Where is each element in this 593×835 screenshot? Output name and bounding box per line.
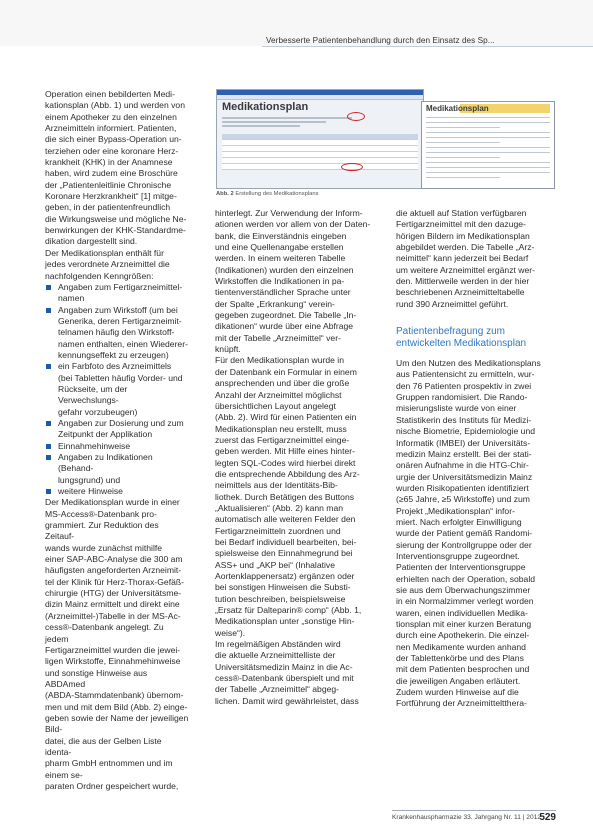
- screenshot-table: [222, 134, 418, 184]
- text-line: tution beschreiben, beispielsweise: [215, 593, 346, 604]
- text-line: Koronare Herzkrankheit“ [1] mitge-: [45, 191, 177, 202]
- text-line: die entsprechende Abbildung des Arz-: [215, 468, 360, 479]
- text-line: Medikationsplan unter „sonstige Hin-: [215, 616, 355, 627]
- text-line: Für den Medikationsplan wurde in: [215, 355, 344, 366]
- text-line: um weitere Arzneimittel ergänzt wer-: [396, 264, 535, 275]
- text-line: Operation einen bebilderten Medi-: [45, 89, 175, 99]
- text-line: Interventionsgruppe zugeordnet.: [396, 550, 520, 561]
- text-line: Um den Nutzen des Medikationsplans: [396, 358, 541, 369]
- text-line: Gruppen randomisiert. Die Rando-: [396, 392, 528, 403]
- text-line: knüpft.: [215, 344, 241, 355]
- text-line: beschriebenen Arzneimitteltabelle: [396, 287, 525, 298]
- text-line: tionsplan mit einer kurzen Beratung: [396, 619, 532, 629]
- footer-rule: [392, 810, 556, 811]
- text-line: der Tablettenkörbe und des Plans: [396, 653, 524, 664]
- text-line: (ABDA-Stammdatenbank) übernom-: [45, 690, 184, 701]
- text-line: paraten Ordner gespeichert wurde,: [45, 780, 179, 791]
- text-line: automatisch alle weiteren Felder den: [215, 514, 356, 525]
- text-line: Wirkstoffen die Indikationen in pa-: [215, 276, 345, 287]
- text-line: (≥65 Jahre, ≥5 Wirkstoffe) und zum: [396, 494, 530, 505]
- text-line: spielsweise den Einnahmegrund bei: [215, 548, 353, 559]
- screenshot-menubar: [217, 95, 423, 100]
- text-line: neimittel“ kann jederzeit bei Bedarf: [396, 253, 529, 264]
- text-line: pharm GmbH entnommen und im einem se-: [45, 758, 173, 780]
- text-line: und sonstige Hinweise aus ABDAmed: [45, 667, 148, 689]
- page-footer: [392, 810, 556, 824]
- text-line: medizin Mainz erstellt. Bei der stati-: [396, 448, 532, 459]
- text-line: Arzneimitteln informiert. Patienten,: [45, 123, 177, 134]
- text-line: Universitätsmedizin Mainz in die Ac-: [215, 661, 353, 672]
- text-line: einer SAP-ABC-Analyse die 300 am: [45, 554, 183, 565]
- text-line: werden. In einem weiteren Tabelle: [215, 253, 346, 264]
- text-line: (Indikationen) wurden den einzelnen: [215, 264, 354, 275]
- text-line: die sich einer Bypass-Operation un-: [45, 134, 182, 145]
- text-line: MS-Access®-Datenbank pro-: [45, 508, 157, 519]
- text-line: nachfolgenden Kenngrößen:: [45, 270, 154, 281]
- text-line: mit der Tabelle „Arzneimittel“ ver-: [215, 332, 341, 343]
- preview-content: [426, 117, 550, 182]
- text-line: ASS+ und „AKP bei“ (Inhalative: [215, 559, 335, 570]
- text-column-1: [45, 89, 189, 792]
- text-line: bei sonstigen Hinweisen die Substi-: [215, 582, 351, 593]
- text-line: den. Mittlerweile werden in der hier: [396, 276, 530, 287]
- header-rule: [262, 46, 593, 47]
- text-line: der Tabelle „Arzneimittel“ abgeg-: [215, 684, 340, 695]
- text-line: cess®-Datenbank überspielt und mit: [215, 673, 354, 684]
- text-line: der Spalte „Erkrankung“ verein-: [215, 298, 335, 309]
- text-line: grammiert. Zur Reduktion des Zeitauf-: [45, 520, 159, 542]
- list-item: Angaben zur Dosierung und zum Zeitpunkt der Applikation: [45, 418, 189, 441]
- running-header: [0, 0, 593, 56]
- text-line: ationen werden vor allem von der Daten-: [215, 219, 371, 230]
- text-line: die aktuelle Arzneimittelliste der: [215, 650, 336, 661]
- column-1-intro: [45, 89, 189, 282]
- list-item: Angaben zum Fertigarzneimittel- namen: [45, 282, 189, 305]
- text-line: abgebildet werden. Die Tabelle „Arz-: [396, 242, 535, 253]
- text-line: kationsplan (Abb. 1) und werden von: [45, 100, 185, 111]
- screenshot-form-fields: [222, 117, 352, 131]
- text-line: geben werden. Mit Hilfe eines hinter-: [215, 446, 355, 457]
- journal-reference: Krankenhauspharmazie 33. Jahrgang Nr. 11 | 2012: [392, 814, 541, 821]
- text-line: Fortführung der Arzneimitteltthera-: [396, 698, 527, 709]
- text-line: ansprechenden und über die große: [215, 378, 350, 389]
- text-line: tientenverständlicher Sprache unter: [215, 287, 351, 298]
- text-line: urgie der Universitätsmedizin Mainz: [396, 471, 533, 482]
- text-line: Der Medikationsplan enthält für: [45, 247, 164, 258]
- list-item: Angaben zum Wirkstoff (um bei Generika, deren Fertigarzneimit- telnamen häufig den Wirkstoff- namen enthalten, einen Wiederer- kennungseffekt zu erzeugen): [45, 305, 189, 362]
- text-line: Anzahl der Arzneimittel möglichst: [215, 389, 342, 400]
- text-line: datei, die aus der Gelben Liste identa-: [45, 735, 162, 757]
- text-line: hinterlegt. Zur Verwendung der Inform-: [215, 208, 363, 218]
- preview-heading: Medikationsplan: [426, 104, 489, 113]
- text-line: durch eine Apothekerin. Die einzel-: [396, 630, 530, 641]
- text-line: weise“).: [215, 627, 246, 638]
- page-number: 529: [539, 812, 556, 823]
- text-line: nen Medikamente wurden anhand: [396, 641, 526, 652]
- text-line: chirurgie (HTG) der Universitätsme-: [45, 588, 182, 599]
- text-line: lichen. Damit wird gewährleistet, dass: [215, 695, 359, 706]
- text-line: Patienten der Interventionsgruppe: [396, 562, 526, 573]
- caption-label: Abb. 2: [216, 191, 234, 197]
- text-line: die jeweiligen Angaben erläutert.: [396, 675, 521, 686]
- text-line: Fertigarzneimittel mit den dazuge-: [396, 219, 526, 230]
- medication-plan-preview: [421, 101, 555, 189]
- column-2-body: [215, 208, 381, 707]
- text-line: die aktuell auf Station verfügbaren: [396, 208, 527, 218]
- text-line: geben sowie der Name der jeweiligen Bild-: [45, 712, 189, 735]
- figure-caption: [216, 191, 318, 198]
- column-3-body-bottom: [396, 358, 556, 710]
- text-line: wands wurde zunächst mithilfe: [45, 542, 163, 553]
- text-line: und eine Quellenangabe erstellen: [215, 242, 344, 253]
- text-line: Aortenklappenersatz) ergänzen oder: [215, 571, 355, 581]
- refresh-highlight-icon: [341, 163, 363, 171]
- text-line: Der Medikationsplan wurde in einer: [45, 497, 180, 508]
- column-1-outro: [45, 497, 189, 792]
- caption-text: Erstellung des Medikationsplans: [233, 191, 319, 197]
- text-line: sierung der Kontrollgruppe oder der: [396, 539, 532, 550]
- text-line: nische Biometrie, Epidemiologie und: [396, 426, 536, 437]
- text-line: häufigsten angeforderten Arzneimit-: [45, 565, 182, 576]
- text-line: der Datenbank ein Formular in einem: [215, 366, 357, 377]
- list-item: ein Farbfoto des Arzneimittels (bei Tabletten häufig Vorder- und Rückseite, um der Verwechslungs- gefahr vorzubeugen): [45, 361, 189, 418]
- text-line: Statistikerin des Instituts für Medizi-: [396, 414, 532, 425]
- text-line: geben, in der patientenfreundlich: [45, 202, 171, 213]
- text-line: Medikationsplan neu erstellt, muss: [215, 423, 347, 434]
- parameter-list: [45, 282, 189, 498]
- text-line: Fertigarzneimitteln zuordnen und: [215, 525, 341, 536]
- text-line: die Wirkungsweise und mögliche Ne-: [45, 213, 187, 224]
- text-line: misierungsliste wurde von einer: [396, 403, 517, 414]
- text-column-3: [396, 208, 556, 710]
- text-line: terziehen oder eine koronare Herz-: [45, 145, 179, 156]
- text-line: „Aktualisieren“ (Abb. 2) kann man: [215, 502, 344, 513]
- figure-2: [216, 89, 555, 196]
- text-line: einem Apotheker zu den einzelnen: [45, 111, 177, 122]
- text-line: erhielten nach der Operation, sobald: [396, 573, 536, 584]
- text-line: dizin Mainz ermittelt und direkt eine: [45, 599, 180, 610]
- text-line: men und mit dem Bild (Abb. 2) einge-: [45, 701, 188, 712]
- text-line: den 76 Patienten prospektiv in zwei: [396, 380, 532, 391]
- text-line: cess®-Datenbank angelegt. Zu jedem: [45, 622, 164, 644]
- text-line: neimittels aus der Identitäts-Bib-: [215, 480, 338, 491]
- text-line: Projekt „Medikationsplan“ infor-: [396, 505, 515, 516]
- text-line: dikation dargestellt sind.: [45, 236, 138, 247]
- text-line: krankheit (KHK) in der Anamnese: [45, 157, 173, 168]
- list-item: weitere Hinweise: [45, 486, 189, 497]
- text-line: gegeben zugeordnet. Die Tabelle „In-: [215, 310, 357, 321]
- text-line: ligen Wirkstoffe, Einnahmehinweise: [45, 656, 181, 667]
- list-item: Angaben zu Indikationen (Behand- lungsgrund) und: [45, 452, 189, 486]
- text-line: Fertigarzneimittel wurden die jewei-: [45, 644, 181, 655]
- text-line: dikationen“ wurde über eine Abfrage: [215, 321, 354, 332]
- text-line: der „Patientenleitlinie Chronische: [45, 179, 172, 190]
- text-line: legten SQL-Codes wird hierbei direkt: [215, 457, 356, 468]
- text-line: benwirkungen der KHK-Standardme-: [45, 225, 186, 236]
- text-line: Zudem wurden Hinweise auf die: [396, 687, 519, 698]
- list-item: Einnahmehinweise: [45, 441, 189, 452]
- text-line: „Ersatz für Dalteparin® comp“ (Abb. 1,: [215, 605, 362, 616]
- text-line: miert. Nach erfolgter Einwilligung: [396, 516, 522, 527]
- text-line: hörigen Bildern im Medikationsplan: [396, 230, 530, 241]
- database-form-screenshot: [216, 89, 424, 189]
- text-column-2: [215, 208, 381, 707]
- text-line: waren, einen individuellen Medika-: [396, 607, 528, 618]
- text-line: übersichtlichen Layout angelegt: [215, 400, 336, 411]
- text-line: tel der Klinik für Herz-Thorax-Gefäß-: [45, 576, 184, 587]
- text-line: liothek. Durch Betätigen des Buttons: [215, 491, 355, 502]
- text-line: in ein Normalzimmer verlegt worden: [396, 596, 534, 607]
- text-line: haben, wird zudem eine Broschüre: [45, 168, 178, 179]
- text-line: aus Patientensicht zu ermitteln, wur-: [396, 369, 535, 380]
- text-line: bei Bedarf individuell bearbeiten, bei-: [215, 536, 357, 547]
- text-line: mit dem Patienten besprochen und: [396, 664, 530, 675]
- column-3-body-top: [396, 208, 556, 310]
- section-heading: [396, 326, 556, 350]
- text-line: jedes verordnete Arzneimittel die: [45, 259, 170, 270]
- screenshot-heading: Medikationsplan: [222, 101, 309, 113]
- text-line: wurden Risikopatienten identifiziert: [396, 482, 529, 493]
- text-line: zuerst das Fertigarzneimittel einge-: [215, 434, 350, 445]
- text-line: (Arzneimittel-)Tabelle in der MS-Ac-: [45, 610, 181, 621]
- text-line: onären Aufnahme in die HTG-Chir-: [396, 460, 529, 471]
- text-line: Im regelmäßigen Abständen wird: [215, 639, 341, 650]
- text-line: bank, die Einverständnis eingeben: [215, 230, 347, 241]
- section-heading-text: Patientenbefragung zum entwickelten Medikationsplan: [396, 326, 527, 350]
- text-line: rund 390 Arzneimittel geführt.: [396, 298, 509, 309]
- running-title: Verbesserte Patientenbehandlung durch den Einsatz des Sp...: [266, 36, 495, 45]
- text-line: (Abb. 2). Wird für einen Patienten ein: [215, 412, 357, 423]
- text-line: sie aus dem Überwachungszimmer: [396, 584, 531, 595]
- text-line: wurde der Patient gemäß Randomi-: [396, 528, 533, 539]
- text-line: Informatik (IMBEI) der Universitäts-: [396, 437, 531, 448]
- highlight-ring-icon: [347, 112, 365, 121]
